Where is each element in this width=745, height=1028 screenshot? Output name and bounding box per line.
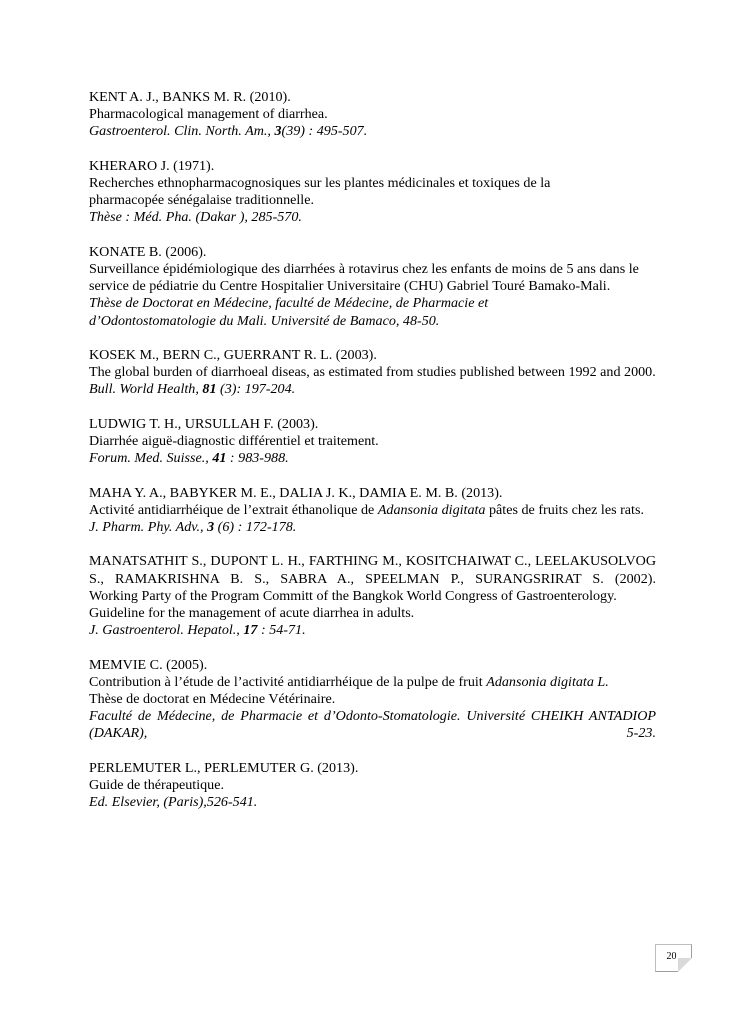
page-number-box (655, 944, 692, 972)
reference-source-text: J. Pharm. Phy. Adv., (89, 519, 208, 535)
reference-authors: KENT A. J., BANKS M. R. (2010). (89, 89, 291, 105)
reference-item (89, 553, 656, 639)
reference-title: Working Party of the Program Committ of the Bangkok World Congress of Gastroenterology. Guideline for the management of acute diarrhea in adults. (89, 587, 617, 621)
reference-source: Ed. Elsevier, (Paris),526-541. (89, 794, 258, 811)
reference-source-text: Forum. Med. Suisse., (89, 450, 213, 467)
reference-source (89, 519, 656, 536)
reference-item (89, 89, 656, 141)
reference-volume: 41 (212, 450, 227, 467)
reference-volume: 17 (243, 622, 258, 639)
reference-title: Diarrhée aiguë-diagnostic différentiel et traitement. (89, 433, 379, 449)
reference-authors: KONATE B. (2006). (89, 243, 207, 260)
reference-title: Pharmacological management of diarrhea. (89, 106, 328, 123)
reference-title (89, 674, 656, 691)
reference-pages: : 983-988. (226, 450, 289, 467)
reference-volume: 3 (274, 123, 282, 140)
reference-item (89, 244, 656, 330)
reference-item (89, 347, 656, 399)
reference-source (89, 622, 656, 639)
reference-item (89, 657, 656, 743)
reference-authors: MEMVIE C. (2005). (89, 656, 208, 673)
reference-source (89, 123, 656, 140)
reference-authors: KOSEK M., BERN C., GUERRANT R. L. (2003). (89, 347, 377, 363)
reference-note: Thèse de doctorat en Médecine Vétérinaire. (89, 691, 336, 707)
reference-source-text: Bull. World Health, (89, 381, 203, 398)
reference-authors: KHERARO J. (1971). (89, 157, 215, 174)
reference-source-text: Gastroenterol. Clin. North. Am., (89, 123, 275, 140)
reference-source: Thèse : Méd. Pha. (Dakar ), 285-570. (89, 209, 302, 226)
reference-pages: (3): 197-204. (216, 381, 296, 398)
reference-title: The global burden of diarrhoeal diseas, as estimated from studies published between 1992 and 2000. (89, 364, 656, 381)
reference-authors: PERLEMUTER L., PERLEMUTER G. (2013). (89, 759, 359, 776)
reference-title (89, 502, 656, 519)
reference-species: Adansonia digitata L. (486, 673, 609, 690)
page-corner-fold (678, 958, 692, 972)
reference-pages: (39) : 495-507. (281, 123, 368, 140)
reference-pages: : 54-71. (257, 622, 306, 639)
reference-title-text: pâtes de fruits chez les rats. (485, 501, 644, 518)
reference-pages: (6) : 172-178. (214, 519, 297, 535)
reference-title-text: Activité antidiarrhéique de l’extrait éthanolique de (89, 501, 378, 518)
reference-item (89, 158, 656, 227)
reference-source (89, 381, 656, 398)
reference-title: Guide de thérapeutique. (89, 777, 225, 793)
page-number: 20 (666, 951, 677, 962)
reference-title-text: Contribution à l’étude de l’activité antidiarrhéique de la pulpe de fruit (89, 673, 487, 690)
reference-authors: LUDWIG T. H., URSULLAH F. (2003). (89, 415, 319, 432)
reference-source: Faculté de Médecine, de Pharmacie et d’Odonto-Stomatologie. Université CHEIKH ANTADIOP (DAKAR), 5-23. (89, 708, 656, 742)
reference-item (89, 760, 656, 812)
reference-species: Adansonia digitata (377, 501, 486, 518)
reference-item (89, 416, 656, 468)
reference-volume: 3 (207, 519, 215, 535)
reference-volume: 81 (202, 381, 217, 398)
reference-authors: MANATSATHIT S., DUPONT L. H., FARTHING M., KOSITCHAIWAT C., LEELAKUSOLVOG S., RAMAKRISHNA B. S., SABRA A., SPEELMAN P., SURANGSRIRAT S. (2002). (89, 553, 656, 587)
reference-source: Thèse de Doctorat en Médecine, faculté de Médecine, de Pharmacie et d’Odontostomatologie du Mali. Université de Bamaco, 48-50. (89, 295, 489, 329)
reference-source-text: J. Gastroenterol. Hepatol., (89, 622, 244, 639)
reference-item (89, 485, 656, 537)
reference-authors: MAHA Y. A., BABYKER M. E., DALIA J. K., DAMIA E. M. B. (2013). (89, 484, 503, 501)
reference-source (89, 450, 656, 467)
reference-list (89, 89, 656, 829)
reference-title: Recherches ethnopharmacognosiques sur les plantes médicinales et toxiques de la pharmacopée sénégalaise traditionnelle. (89, 175, 551, 209)
reference-title: Surveillance épidémiologique des diarrhées à rotavirus chez les enfants de moins de 5 ans dans le service de pédiatrie du Centre Hospitalier Universitaire (CHU) Gabriel Touré Bamako-Mali. (89, 261, 639, 295)
